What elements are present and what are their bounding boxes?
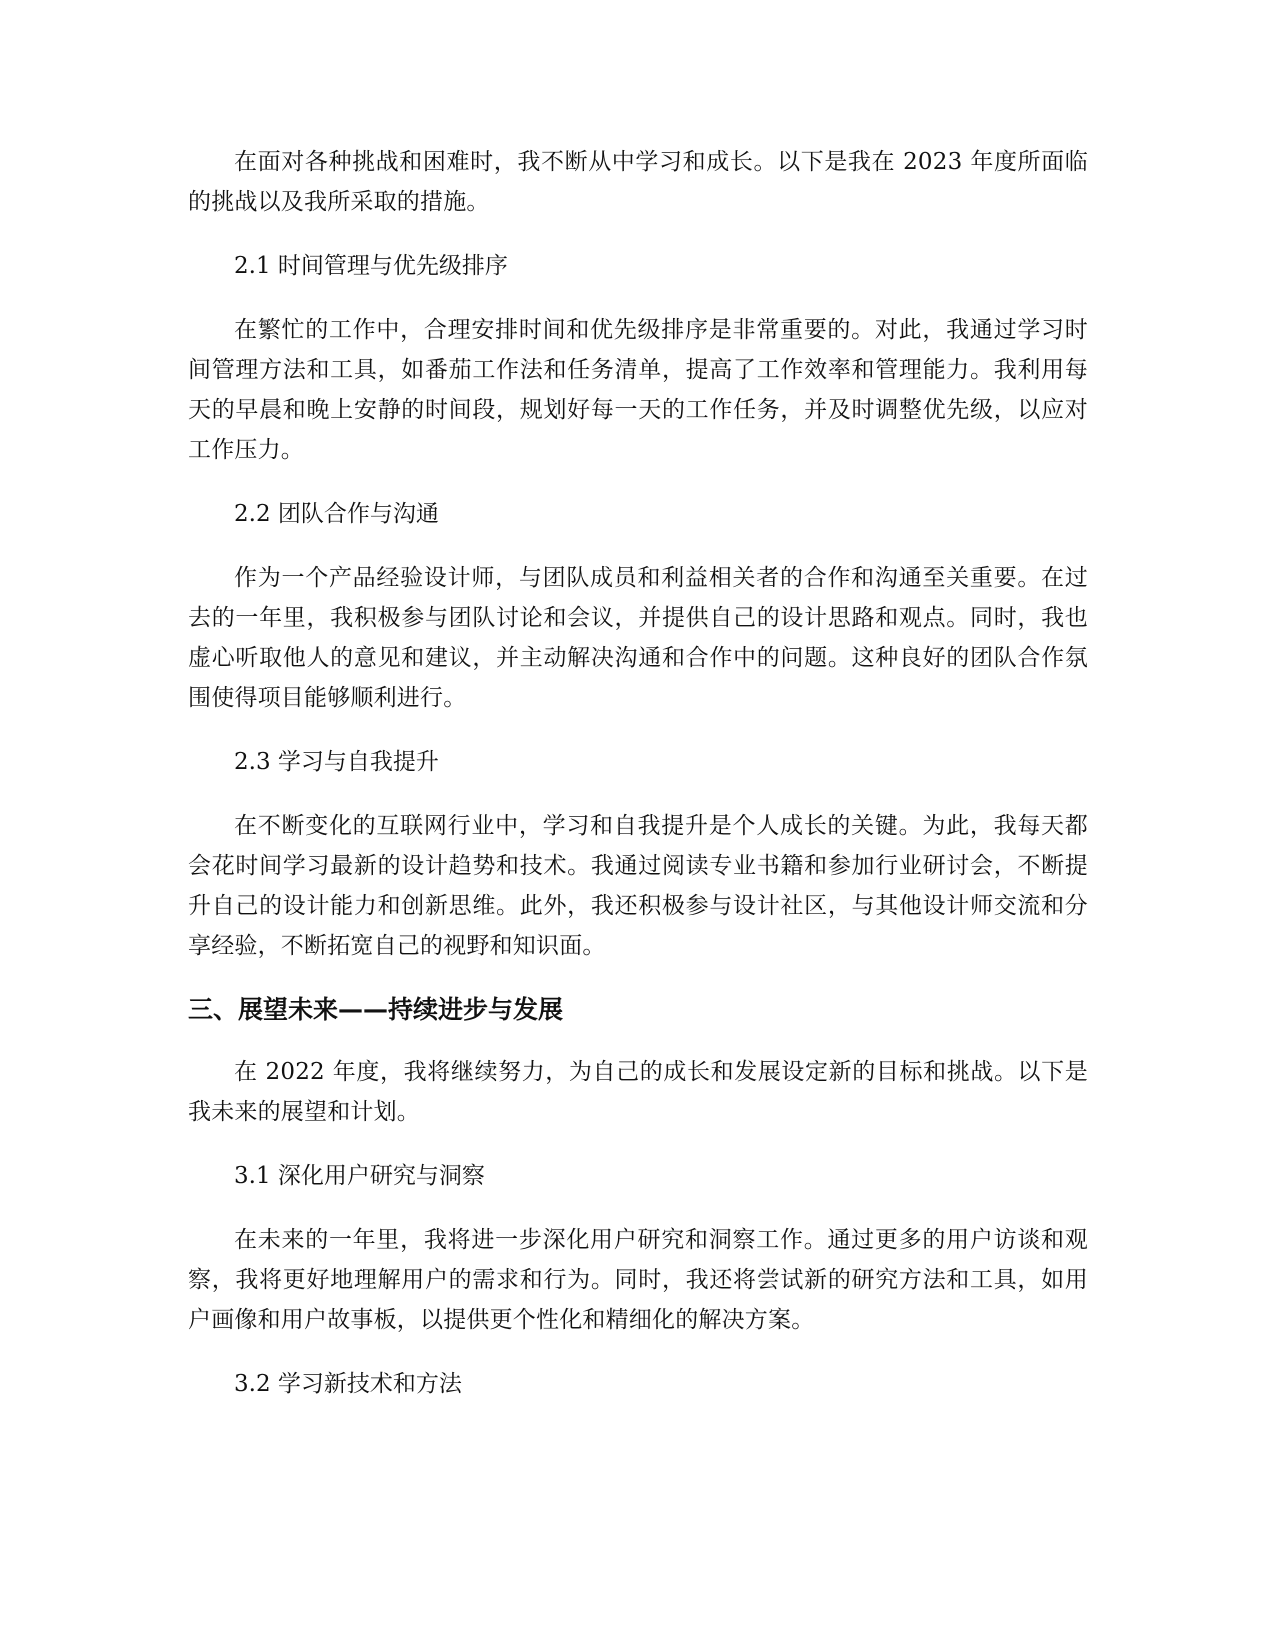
subheading-2-3: 2.3 学习与自我提升	[234, 749, 439, 775]
paragraph-3-intro: 在 2022 年度，我将继续努力，为自己的成长和发展设定新的目标和挑战。以下是我未来的展望和计划。	[188, 1059, 1088, 1125]
intro-paragraph: 在面对各种挑战和困难时，我不断从中学习和成长。以下是我在 2023 年度所面临的挑战以及我所采取的措施。	[188, 149, 1088, 215]
subheading-2-1: 2.1 时间管理与优先级排序	[234, 253, 508, 279]
section-heading-3: 三、展望未来——持续进步与发展	[188, 995, 564, 1024]
subheading-3-1: 3.1 深化用户研究与洞察	[234, 1163, 485, 1189]
subheading-2-2: 2.2 团队合作与沟通	[234, 501, 439, 527]
paragraph-2-1: 在繁忙的工作中，合理安排时间和优先级排序是非常重要的。对此，我通过学习时间管理方法和工具，如番茄工作法和任务清单，提高了工作效率和管理能力。我利用每天的早晨和晚上安静的时间段，规划好每一天的工作任务，并及时调整优先级，以应对工作压力。	[188, 317, 1088, 463]
document-body	[188, 142, 1088, 1428]
subheading-3-2: 3.2 学习新技术和方法	[234, 1371, 462, 1397]
paragraph-2-2: 作为一个产品经验设计师，与团队成员和利益相关者的合作和沟通至关重要。在过去的一年里，我积极参与团队讨论和会议，并提供自己的设计思路和观点。同时，我也虚心听取他人的意见和建议，并主动解决沟通和合作中的问题。这种良好的团队合作氛围使得项目能够顺利进行。	[188, 565, 1088, 711]
paragraph-2-3: 在不断变化的互联网行业中，学习和自我提升是个人成长的关键。为此，我每天都会花时间学习最新的设计趋势和技术。我通过阅读专业书籍和参加行业研讨会，不断提升自己的设计能力和创新思维。此外，我还积极参与设计社区，与其他设计师交流和分享经验，不断拓宽自己的视野和知识面。	[188, 813, 1088, 959]
paragraph-3-1: 在未来的一年里，我将进一步深化用户研究和洞察工作。通过更多的用户访谈和观察，我将更好地理解用户的需求和行为。同时，我还将尝试新的研究方法和工具，如用户画像和用户故事板，以提供更个性化和精细化的解决方案。	[188, 1227, 1088, 1333]
